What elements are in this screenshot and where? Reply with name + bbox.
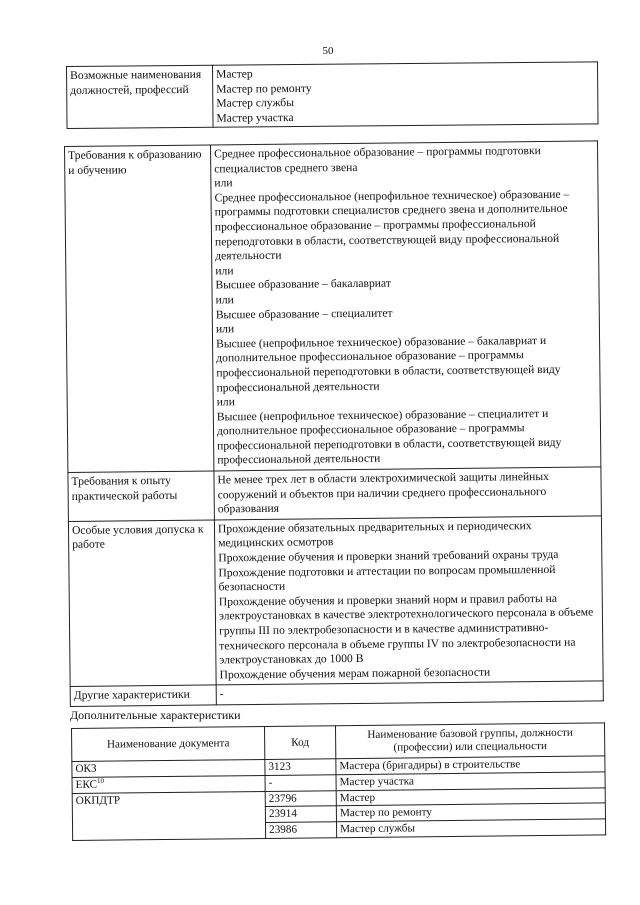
other-paragraph: - bbox=[219, 687, 224, 701]
okz-code: 3123 bbox=[265, 759, 336, 776]
table-row bbox=[70, 681, 603, 706]
table-row bbox=[67, 62, 599, 129]
table-row bbox=[65, 141, 601, 473]
additional-title: Дополнительные характеристики bbox=[70, 708, 241, 722]
okpdtr-code: 23986 bbox=[266, 822, 337, 839]
education-label: Требования к образованию и обучению bbox=[65, 145, 214, 473]
education-paragraph: Среднее профессиональное (непрофильное техническое) образование – программы подготовки специалистов среднего звена и дополнительное профессиональное образование – программы профессиональной переподготовки в области, соответствующей виду профессиональной деятельности bbox=[214, 187, 570, 263]
footnote-marker: 10 bbox=[96, 776, 105, 785]
okpdtr-name: Мастер по ремонту bbox=[336, 803, 605, 822]
header-code: Код bbox=[264, 726, 335, 760]
education-paragraph: или bbox=[216, 395, 235, 409]
okz-doc: ОКЗ bbox=[72, 759, 265, 777]
admission-paragraph: Прохождение обязательных предварительных и периодических медицинских осмотров bbox=[217, 518, 532, 550]
okpdtr-doc: ОКПДТР bbox=[72, 791, 265, 840]
eks-doc: ЕКС bbox=[75, 778, 98, 791]
education-paragraph: Высшее (непрофильное техническое) образование – специалитет и дополнительное профессиональное образование – программы профессиональной переподготовки в области, соответствующей виду профессиональной деятельности bbox=[216, 406, 562, 467]
education-paragraph: или bbox=[215, 263, 234, 278]
admission-value bbox=[214, 516, 603, 686]
admission-label: Особые условия допуска к работе bbox=[68, 520, 216, 687]
education-paragraph: Высшее (непрофильное техническое) образование – бакалавриат и дополнительное профессиональное образование – программы профессиональной переподготовки в области, соответствующей виду профессиональной деятельности bbox=[216, 333, 561, 394]
eks-name: Мастер участка bbox=[336, 772, 605, 791]
eks-code: - bbox=[265, 775, 336, 792]
header-name: Наименование базовой группы, должности (профессии) или специальности bbox=[335, 723, 604, 759]
experience-paragraph: Не менее трех лет в области электрохимической защиты линейных сооружений и объектов при наличии среднего профессионального образования bbox=[217, 470, 550, 516]
education-paragraph: Высшее образование – специалитет bbox=[215, 306, 393, 321]
admission-paragraph: Прохождение обучения и проверки знаний норм и правил работы на электроустановках в качестве электротехнологического персонала в объеме группы III по электробезопасности и в качестве административно-технического персонала в объеме группы IV по электробезопасности на электроустановках до 1000 В bbox=[218, 591, 594, 667]
requirements-table bbox=[64, 140, 604, 707]
possible-name: Мастер по ремонту bbox=[216, 81, 312, 96]
table-row bbox=[68, 516, 603, 687]
possible-name: Мастер участка bbox=[216, 110, 294, 125]
table-header-row bbox=[72, 723, 605, 762]
education-paragraph: или bbox=[214, 176, 233, 190]
okpdtr-code: 23796 bbox=[265, 790, 336, 807]
possible-names-table bbox=[66, 61, 599, 129]
possible-names-label: Возможные наименования должностей, профессий bbox=[67, 65, 214, 129]
possible-name: Мастер bbox=[216, 67, 253, 81]
table-row bbox=[68, 467, 601, 521]
page-number: 50 bbox=[322, 45, 334, 57]
admission-paragraph: Прохождение обучения и проверки знаний требований охраны труда bbox=[218, 547, 559, 565]
okpdtr-code: 23914 bbox=[265, 806, 336, 823]
possible-name: Мастер службы bbox=[216, 96, 295, 110]
possible-names-values bbox=[212, 62, 598, 128]
okpdtr-name: Мастер bbox=[336, 788, 605, 807]
okpdtr-name: Мастер службы bbox=[336, 819, 605, 838]
education-value bbox=[210, 141, 600, 471]
experience-value bbox=[214, 467, 601, 520]
education-paragraph: или bbox=[215, 322, 235, 336]
education-paragraph: Среднее профессиональное образование – программы подготовки специалистов среднего звена bbox=[214, 144, 541, 176]
admission-paragraph: Прохождение подготовки и аттестации по вопросам промышленной безопасности bbox=[218, 562, 556, 594]
other-label: Другие характеристики bbox=[70, 685, 216, 706]
education-paragraph: Высшее образование – бакалавриат bbox=[215, 276, 391, 292]
additional-table bbox=[71, 722, 606, 841]
other-value bbox=[216, 681, 603, 705]
experience-label: Требования к опыту практической работы bbox=[68, 471, 215, 521]
okz-name: Мастера (бригадиры) в строительстве bbox=[336, 756, 605, 775]
header-document: Наименование документа bbox=[72, 726, 265, 761]
admission-paragraph: Прохождение обучения мерам пожарной безопасности bbox=[219, 665, 491, 682]
education-paragraph: или bbox=[215, 293, 234, 307]
